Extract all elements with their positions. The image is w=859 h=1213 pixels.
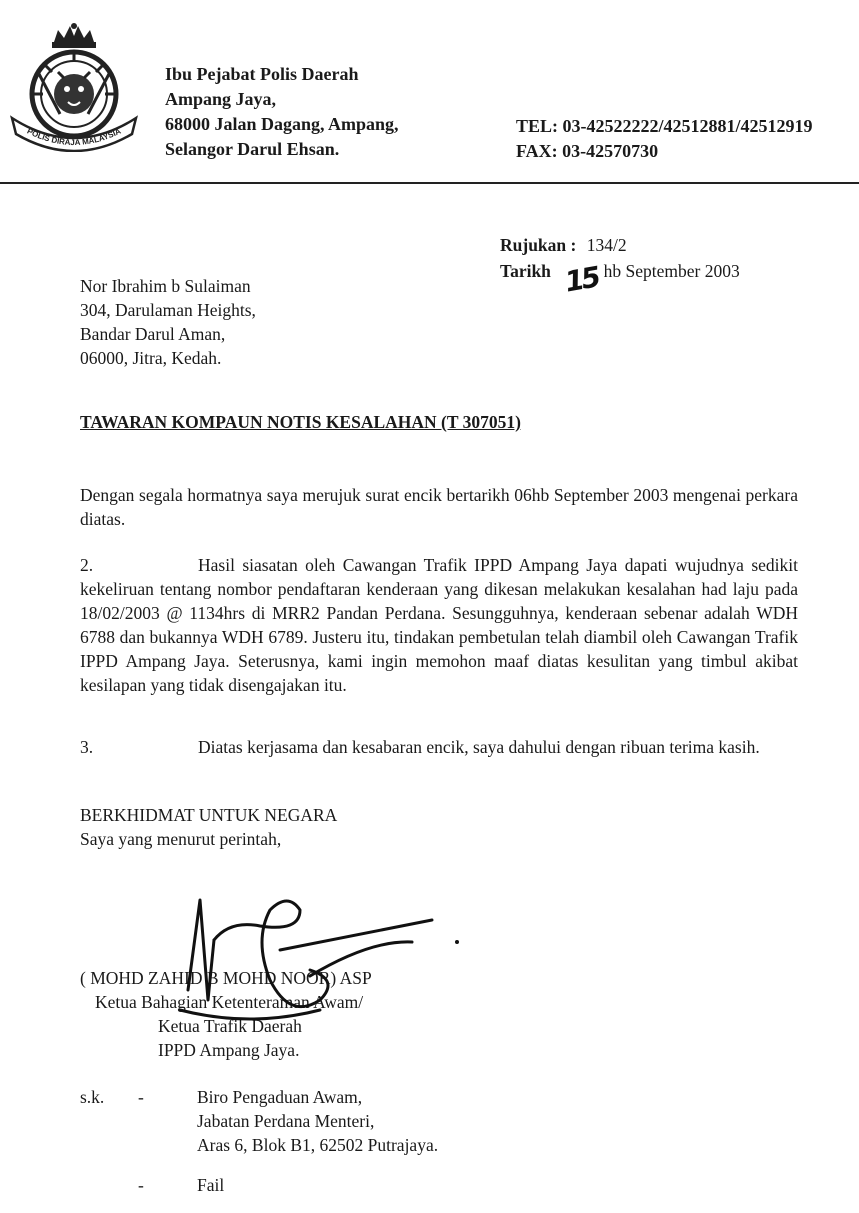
- recipient-line: 304, Darulaman Heights,: [80, 300, 256, 320]
- tarikh-label: Tarikh: [500, 261, 551, 281]
- crown-icon: [52, 23, 96, 48]
- header-divider: [0, 182, 859, 184]
- ribbon-text: POLIS DIRAJA MALAYSIA: [25, 126, 123, 148]
- paragraph-2-text: Hasil siasatan oleh Cawangan Trafik IPPD Ampang Jaya dapati wujudnya sedikit kekeliruan tentang nombor pendaftaran kenderaan yang dikesan melakukan kesalahan had laju pada 18/02/2003 @ 1134hrs di MRR2 Pandan Perdana. Sesungguhnya, kenderaan sebenar adalah WDH 6788 dan bukannya WDH 6789. Justeru itu, tindakan pembetulan telah diambil oleh Cawangan Trafik IPPD Ampang Jaya. Seterusnya, kami ingin memohon maaf diatas kesulitan yang timbul akibat kesilapan yang tidak disengajakan itu.: [80, 555, 798, 695]
- paragraph-1: Dengan segala hormatnya saya merujuk surat encik bertarikh 06hb September 2003 mengenai perkara diatas.: [80, 485, 798, 529]
- cc-dash: -: [138, 1087, 144, 1107]
- tarikh-handwritten-day: 15: [562, 260, 601, 299]
- fax-number: FAX: 03-42570730: [516, 141, 659, 161]
- recipient-address: [80, 274, 256, 370]
- address-line: Ampang Jaya,: [165, 89, 277, 109]
- paragraph-2: [80, 553, 798, 697]
- paragraph-3-number: 3.: [80, 737, 94, 757]
- cc-line: Biro Pengaduan Awam,: [197, 1087, 363, 1107]
- signatory-title-2: Ketua Trafik Daerah: [158, 1016, 302, 1036]
- police-crest-logo: [8, 22, 140, 152]
- rujukan-value: 134/2: [586, 235, 627, 255]
- cc-entry: [197, 1173, 224, 1197]
- paragraph-3: [80, 735, 798, 759]
- cc-line: Aras 6, Blok B1, 62502 Putrajaya.: [197, 1135, 439, 1155]
- recipient-line: Nor Ibrahim b Sulaiman: [80, 276, 251, 296]
- recipient-line: 06000, Jitra, Kedah.: [80, 348, 222, 368]
- letterhead-contact: [516, 114, 813, 164]
- tiger-head-icon: [54, 72, 94, 114]
- paragraph-2-number: 2.: [80, 555, 94, 575]
- cc-label: s.k.: [80, 1087, 105, 1107]
- cc-line: Jabatan Perdana Menteri,: [197, 1111, 375, 1131]
- cc-entry: [197, 1085, 438, 1157]
- paragraph-3-text: Diatas kerjasama dan kesabaran encik, saya dahului dengan ribuan terima kasih.: [198, 737, 760, 757]
- signatory-title-3: IPPD Ampang Jaya.: [158, 1040, 300, 1060]
- address-line: Ibu Pejabat Polis Daerah: [165, 64, 359, 84]
- letterhead-address: [165, 62, 399, 162]
- tarikh-value: hb September 2003: [603, 261, 740, 281]
- closing-motto: BERKHIDMAT UNTUK NEGARA: [80, 805, 338, 825]
- signatory-name: ( MOHD ZAHID B MOHD NOOR) ASP: [80, 968, 372, 988]
- closing-line: Saya yang menurut perintah,: [80, 829, 282, 849]
- address-line: 68000 Jalan Dagang, Ampang,: [165, 114, 399, 134]
- reference-block: [500, 232, 740, 299]
- closing-block: [80, 803, 337, 851]
- recipient-line: Bandar Darul Aman,: [80, 324, 226, 344]
- cc-line: Fail: [197, 1175, 225, 1195]
- tel-number: TEL: 03-42522222/42512881/42512919: [516, 116, 813, 136]
- letter-subject: TAWARAN KOMPAUN NOTIS KESALAHAN (T 307051): [80, 412, 521, 432]
- cc-dash: -: [138, 1175, 144, 1195]
- address-line: Selangor Darul Ehsan.: [165, 139, 340, 159]
- signatory-title-1: Ketua Bahagian Ketenteraman Awam/: [95, 992, 364, 1012]
- rujukan-label: Rujukan :: [500, 235, 577, 255]
